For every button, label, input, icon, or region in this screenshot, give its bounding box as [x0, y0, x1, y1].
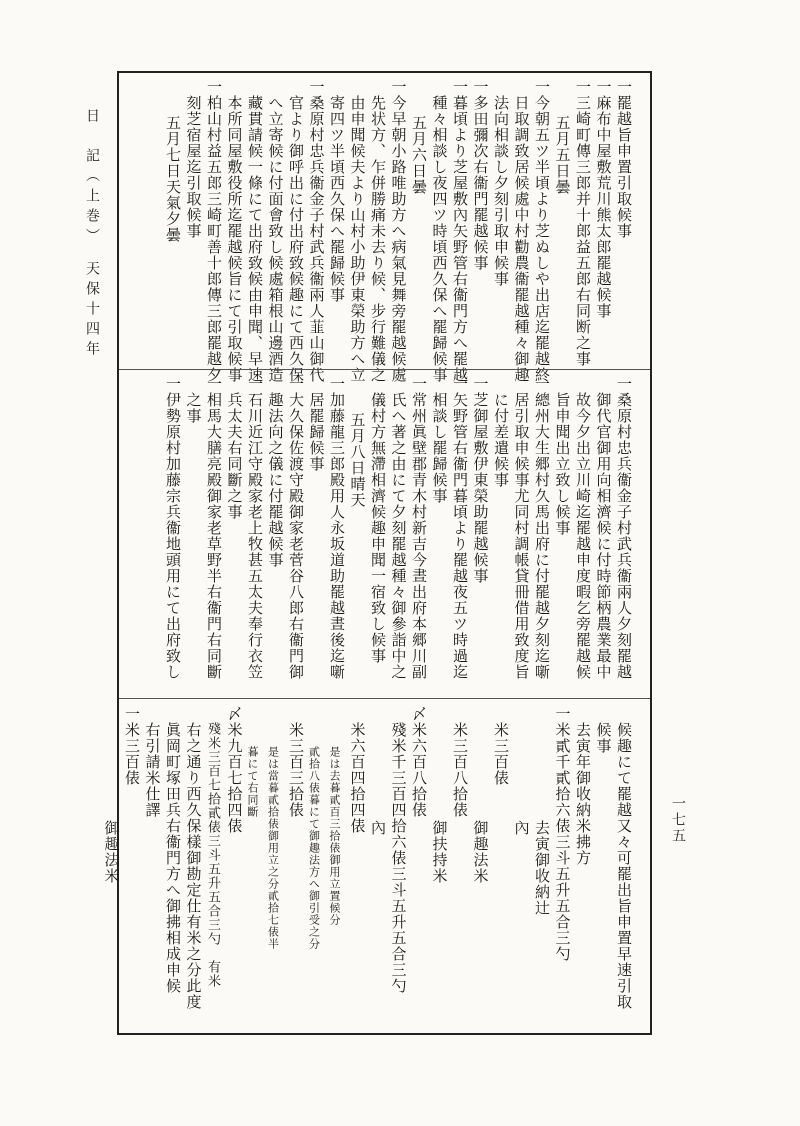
text-column: 去寅年御收納米拂方: [574, 722, 592, 866]
text-column: 一柏山村益五郎三崎町善十郎傳三郎罷越夕: [205, 79, 223, 383]
text-column: 本所同屋敷役所迄罷越候旨にて引取候事: [225, 95, 244, 383]
text-column: 御代官御用向相濟候に付時節柄農業最中: [594, 392, 613, 680]
text-column: 御趣法米: [102, 820, 121, 884]
text-column: 一三崎町傳三郎并十郎益五郎右同断之事: [574, 79, 592, 367]
text-column: 法向相談し夕刻引取申候事: [492, 95, 510, 287]
running-title: 日 記（上巻） 天保十四年: [84, 108, 100, 361]
text-column: へ立寄候に付面會致し候處箱根山邊酒造: [266, 95, 285, 383]
text-column: に付差遣候事: [492, 392, 510, 488]
text-column: 米三百三拾俵: [287, 722, 305, 818]
text-column: 一米貳千貳拾六俵三斗五升五合三勺: [553, 706, 572, 962]
text-column: 殘米三百七拾貳俵三斗五升五合三勺 有米: [205, 722, 220, 988]
text-column: 御趣法米: [471, 820, 490, 884]
text-column: 右引請米仕譯: [143, 722, 162, 818]
text-column: 兵太夫右同斷之事: [225, 392, 244, 520]
text-column: 一矢野管右衞門暮頃より罷越夜五ツ時過迄: [451, 376, 469, 680]
text-column: 〆米六百八拾俵: [410, 706, 428, 818]
text-column: 殘米千三百四拾六俵三斗五升五合三勺: [389, 722, 408, 994]
text-column: 相談し罷歸候事: [430, 392, 449, 504]
text-column: 由申聞候夫より山村小助伊東榮助方へ立: [348, 95, 367, 383]
text-column: 御扶持米: [430, 820, 449, 884]
text-column: 五月六日曇: [410, 115, 428, 195]
text-column: 種々相談し夜四ツ時頃西久保へ罷歸候事: [430, 95, 449, 383]
text-column: 米三百八拾俵: [451, 722, 469, 818]
text-column: 一今早朝小路唯助方へ病氣見舞旁罷越候處: [389, 79, 408, 383]
text-column: 五月七日天氣夕曇: [164, 115, 182, 243]
text-frame: [102, 71, 652, 1035]
text-column: 一麻布中屋敷荒川熊太郎罷越候事: [594, 79, 613, 319]
text-column: 一桑原村忠兵衞金子村武兵衞兩人夕刻罷越: [615, 376, 633, 680]
text-column: 一相馬大膳亮殿御家老草野半右衞門右同斷: [205, 376, 223, 680]
text-column: 日取調致居候處中村勸農衞罷越種々御趣: [512, 95, 531, 383]
text-column: 故今夕出立川崎迄罷越申度暇乞旁罷越候: [574, 392, 592, 680]
section-divider: [119, 698, 650, 699]
text-column: 一總州大生郷村久馬出府に付罷越夕刻迄噺: [533, 376, 551, 680]
text-column: 寄四ツ半頃西久保へ罷歸候事: [328, 95, 346, 303]
text-column: 一石川近江守殿家老上牧甚五太夫奉行衣笠: [246, 376, 264, 680]
text-column: 一米三百俵: [123, 706, 141, 786]
text-column: 之事: [184, 392, 203, 424]
text-column: 是は去暮貳百三拾俵御用立置候分: [328, 746, 341, 926]
text-column: 是は當暮貳拾俵御用立之分貳拾七俵半: [266, 746, 280, 950]
text-column: 五月八日晴天: [348, 412, 367, 508]
text-column: 米六百四拾四俵: [348, 722, 367, 834]
text-column: 一常州眞壁郡青木村新吉今晝出府本郷川副: [410, 376, 428, 680]
text-column: 〆米九百七拾四俵: [225, 706, 244, 834]
text-column: 先状方、乍併勝痛未去り候、步行難儀之: [369, 95, 387, 383]
text-column: 一今朝五ツ半頃より芝ぬしや出店迄罷越終: [533, 79, 551, 383]
text-column: 一罷越旨申置引取候事: [615, 79, 633, 239]
text-column: 一暮頃より芝屋敷內矢野管右衞門方へ罷越: [451, 79, 469, 383]
text-column: 官より御呼出に付出府致候趣にて西久保: [287, 95, 305, 383]
text-column: 藏貫請候一條にて出府致候由申聞、早速: [246, 95, 264, 383]
text-column: 趣法向之儀に付罷越候事: [266, 392, 285, 568]
text-column: 居引取申候事尤同村調帳貸冊借用致度旨: [512, 392, 531, 680]
text-column: 暮にて右同斷: [246, 746, 259, 818]
text-column: 一多田彌次右衞門罷越候事: [471, 79, 490, 271]
text-column: 米三百俵: [492, 722, 510, 786]
text-column: 眞岡町塚田兵右衞門方へ御拂相成申候: [164, 722, 182, 994]
text-column: 內: [369, 820, 387, 836]
text-column: 一加藤龍三郎殿用人永坂道助罷越晝後迄噺: [328, 376, 346, 680]
text-column: 旨申聞出立致し候事: [553, 392, 572, 536]
text-column: 內: [512, 820, 531, 836]
text-column: 一伊勢原村加藤宗兵衞地頭用にて出府致し: [164, 376, 182, 680]
text-column: 去寅御收納辻: [533, 820, 551, 916]
text-column: 候趣にて罷越又々可罷出旨申置早速引取: [615, 722, 633, 1010]
page-number: 一七五: [670, 796, 686, 844]
text-column: 一芝御屋敷伊東榮助罷越候事: [471, 376, 490, 584]
text-column: 居罷歸候事: [307, 392, 326, 472]
text-column: 五月五日曇: [553, 115, 572, 195]
text-column: 刻芝宿屋迄引取候事: [184, 95, 203, 239]
text-column: 一桑原村忠兵衞金子村武兵衞兩人韮山御代: [307, 79, 326, 383]
text-column: 右之通り西久保樣御勘定仕有米之分此度: [184, 722, 203, 1010]
text-column: 一大久保佐渡守殿御家老菅谷八郎右衞門御: [287, 376, 305, 680]
text-column: 氏へ著之由にて夕刻罷越種々御參詣中之: [389, 392, 408, 680]
text-column: 候事: [594, 722, 613, 754]
text-column: 貳拾八俵暮にて御趣法方へ御引受之分: [307, 746, 321, 950]
text-column: 儀村方無滯相濟候趣申聞一宿致し候事: [369, 392, 387, 664]
